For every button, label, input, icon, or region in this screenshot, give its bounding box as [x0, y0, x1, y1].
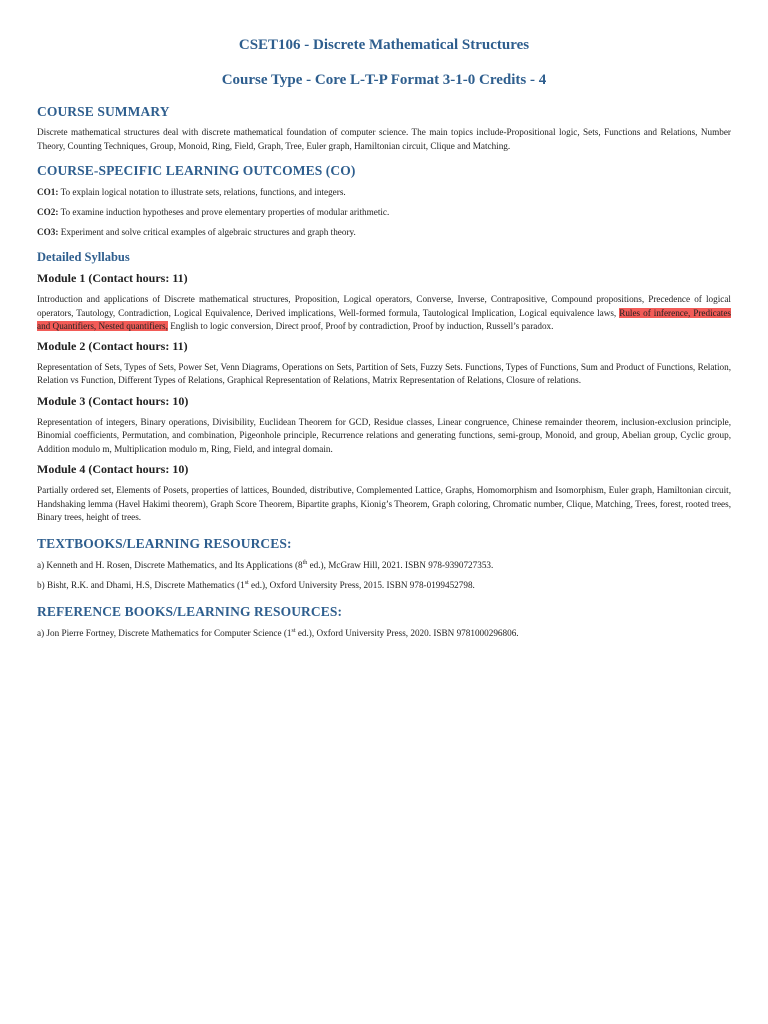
citation-text: a) Kenneth and H. Rosen, Discrete Mathematics, and Its Applications (8 [37, 559, 303, 570]
module-heading: Module 2 (Contact hours: 11) [37, 338, 188, 353]
reference-item [37, 627, 731, 640]
edition-suffix: st [244, 579, 249, 586]
citation-text: ed.), Oxford University Press, 2015. ISBN 978-0199452798. [248, 579, 475, 590]
citation-text: a) Jon Pierre Fortney, Discrete Mathematics for Computer Science (1 [37, 627, 292, 638]
syllabus-heading: Detailed Syllabus [37, 250, 130, 264]
outcomes-heading: COURSE-SPECIFIC LEARNING OUTCOMES (CO) [37, 163, 356, 178]
textbook-item [37, 579, 731, 592]
module-text [37, 293, 731, 334]
outcome-text: Experiment and solve critical examples of algebraic structures and graph theory. [58, 227, 356, 237]
module-text: Representation of integers, Binary operations, Divisibility, Euclidean Theorem for GCD, Residue classes, Linear congruence, Chinese remainder theorem, inclusion-exclusion principle, Binomial coefficients, Permutation, and combination, Pigeonhole principle, Recurrence relations and generating functions, semi-group, Monoid, and group, Abelian group, Cyclic group, Addition modulo m, Multiplication modulo m, Ring, Field, and integral domain. [37, 416, 731, 454]
module-heading: Module 1 (Contact hours: 11) [37, 271, 188, 285]
outcome-item [37, 186, 731, 199]
citation-text: ed.), Oxford University Press, 2020. ISBN 9781000296806. [295, 627, 519, 638]
module-text-part: English to logic conversion, Direct proof, Proof by contradiction, Proof by induction, Russell’s paradox. [167, 321, 554, 331]
module-text-part: Introduction and applications of Discrete mathematical structures, Proposition, Logical operators, Converse, Inverse, Contrapositive, Compound propositions, Precedence of logical operators, Tautology, Contradiction, Logical Equivalence, Derived implications, Well-formed formula, Tautological Implication, Logical equivalence laws, [37, 294, 731, 318]
edition-suffix: th [302, 559, 308, 566]
textbooks-heading: TEXTBOOKS/LEARNING RESOURCES: [37, 535, 292, 551]
course-summary-heading: COURSE SUMMARY [37, 104, 170, 119]
citation-text: ed.), McGraw Hill, 2021. ISBN 978-9390727353. [307, 559, 494, 570]
outcome-label: CO3: [37, 227, 59, 237]
module-text: Representation of Sets, Types of Sets, Power Set, Venn Diagrams, Operations on Sets, Partition of Sets, Fuzzy Sets. Functions, Types of Functions, Sum and Product of Functions, Relation, Relation vs Function, Different Types of Relations, Graphical Representation of Relations, Matrix Representation of Relations, Closure of relations. [37, 361, 731, 385]
module-text: Partially ordered set, Elements of Posets, properties of lattices, Bounded, distributive, Complemented Lattice, Graphs, Homomorphism and Isomorphism, Euler graph, Hamiltonian circuit, Handshaking lemma (Havel Hakimi theorem), Graph Score Theorem, Bipartite graphs, Kionig’s Theorem, Graph coloring, Chromatic number, Clique, Matching, Trees, forest, rooted trees, Binary trees, height of trees. [37, 485, 731, 522]
highlighted-topics: Rules of inference, Predicates and Quantifiers, Nested quantifiers, [37, 307, 731, 331]
outcome-text: To explain logical notation to illustrate sets, relations, functions, and integers. [58, 187, 346, 197]
citation-text: b) Bisht, R.K. and Dhami, H.S, Discrete Mathematics (1 [37, 579, 245, 590]
outcome-item [37, 206, 731, 219]
outcome-label: CO2: [37, 207, 59, 217]
course-title: CSET106 - Discrete Mathematical Structures [238, 37, 530, 53]
outcome-item [37, 226, 731, 239]
course-summary-text: Discrete mathematical structures deal with discrete mathematical foundation of computer science. The main topics include-Propositional logic, Sets, Functions and Relations, Number Theory, Counting Techniques, Group, Monoid, Ring, Field, Graph, Tree, Euler graph, Hamiltonian circuit, Clique and Matching. [37, 127, 731, 151]
reference-books-heading: REFERENCE BOOKS/LEARNING RESOURCES: [37, 603, 343, 619]
course-type-line: Course Type - Core L-T-P Format 3-1-0 Credits - 4 [221, 72, 547, 88]
edition-suffix: st [291, 627, 296, 634]
module-heading: Module 4 (Contact hours: 10) [37, 462, 189, 476]
outcome-text: To examine induction hypotheses and prove elementary properties of modular arithmetic. [58, 207, 390, 217]
outcome-label: CO1: [37, 187, 59, 197]
textbook-item [37, 559, 731, 572]
module-heading: Module 3 (Contact hours: 10) [37, 393, 189, 408]
